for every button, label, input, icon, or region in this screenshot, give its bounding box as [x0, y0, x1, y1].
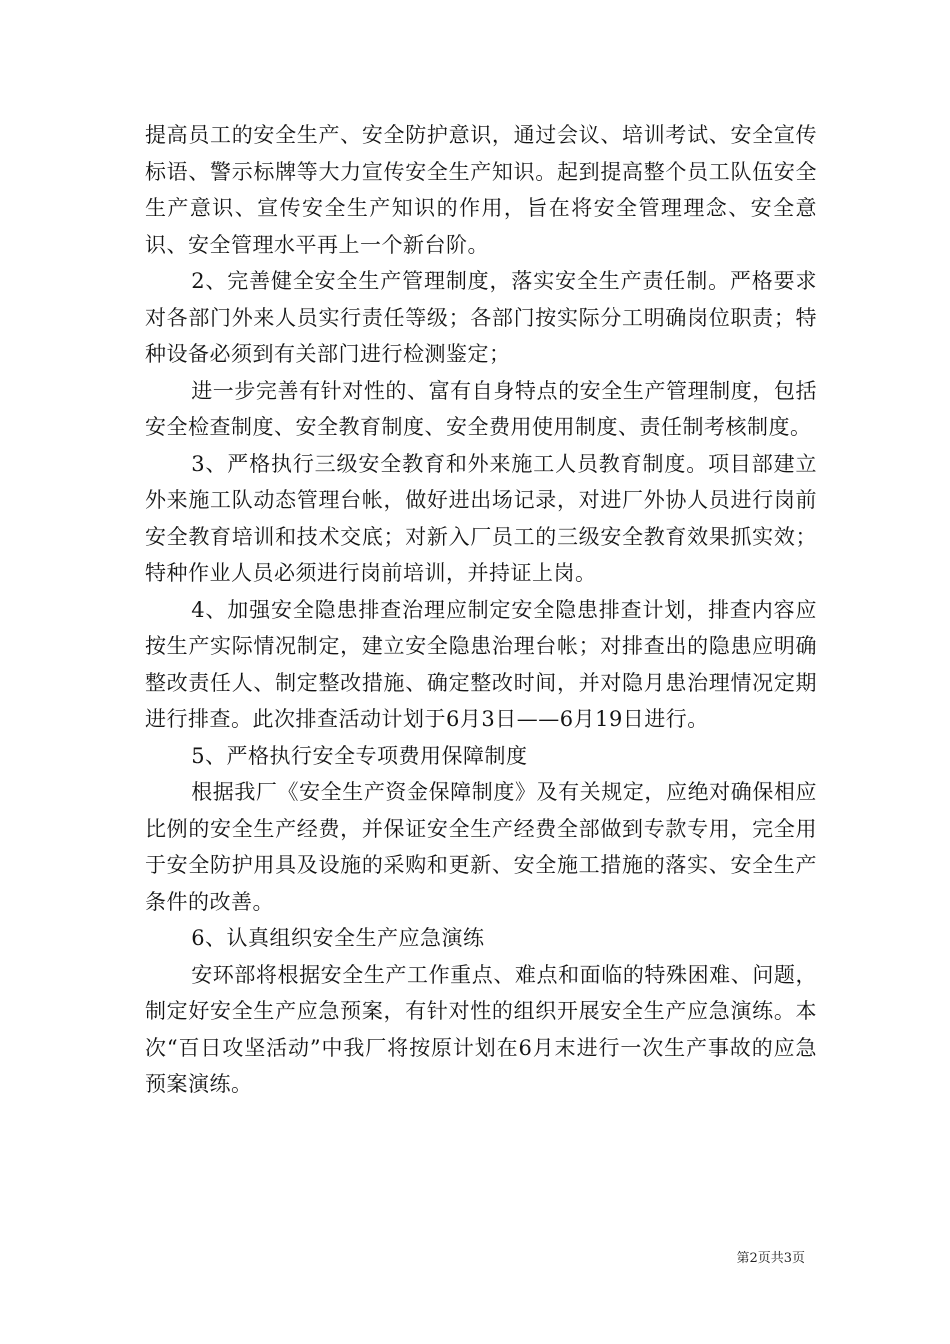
page-number: 第2页共3页 — [736, 1251, 805, 1266]
paragraph-9: 安环部将根据安全生产工作重点、难点和面临的特殊困难、问题，制定好安全生产应急预案，有针对性的组织开展安全生产应急演练。本次“百日攻坚活动”中我厂将按原计划在6月末进行一次生产事故的应急预案演练。 — [145, 962, 817, 1096]
paragraph-2: 2、完善健全安全生产管理制度，落实安全生产责任制。严格要求对各部门外来人员实行责任等级；各部门按实际分工明确岗位职责；特种设备必须到有关部门进行检测鉴定； — [145, 269, 817, 366]
paragraph-3: 进一步完善有针对性的、富有自身特点的安全生产管理制度，包括安全检查制度、安全教育制度、安全费用使用制度、责任制考核制度。 — [145, 378, 817, 439]
paragraph-6-heading: 5、严格执行安全专项费用保障制度 — [191, 743, 528, 768]
paragraph-7: 根据我厂《安全生产资金保障制度》及有关规定，应绝对确保相应比例的安全生产经费，并保证安全生产经费全部做到专款专用，完全用于安全防护用具及设施的采购和更新、安全施工措施的落实、安全生产条件的改善。 — [145, 780, 817, 914]
paragraph-4: 3、严格执行三级安全教育和外来施工人员教育制度。项目部建立外来施工队动态管理台帐，做好进出场记录，对进厂外协人员进行岗前安全教育培训和技术交底；对新入厂员工的三级安全教育效果抓实效；特种作业人员必须进行岗前培训，并持证上岗。 — [145, 451, 817, 585]
paragraph-8-heading: 6、认真组织安全生产应急演练 — [191, 926, 485, 950]
paragraph-5: 4、加强安全隐患排查治理应制定安全隐患排查计划，排查内容应按生产实际情况制定，建立安全隐患治理台帐；对排查出的隐患应明确整改责任人、制定整改措施、确定整改时间，并对隐月患治理情况定期进行排查。此次排查活动计划于6月3日——6月19日进行。 — [145, 597, 817, 731]
document-body — [145, 117, 817, 1103]
paragraph-1: 提高员工的安全生产、安全防护意识，通过会议、培训考试、安全宣传标语、警示标牌等大力宣传安全生产知识。起到提高整个员工队伍安全生产意识、宣传安全生产知识的作用，旨在将安全管理理念、安全意识、安全管理水平再上一个新台阶。 — [145, 123, 817, 257]
